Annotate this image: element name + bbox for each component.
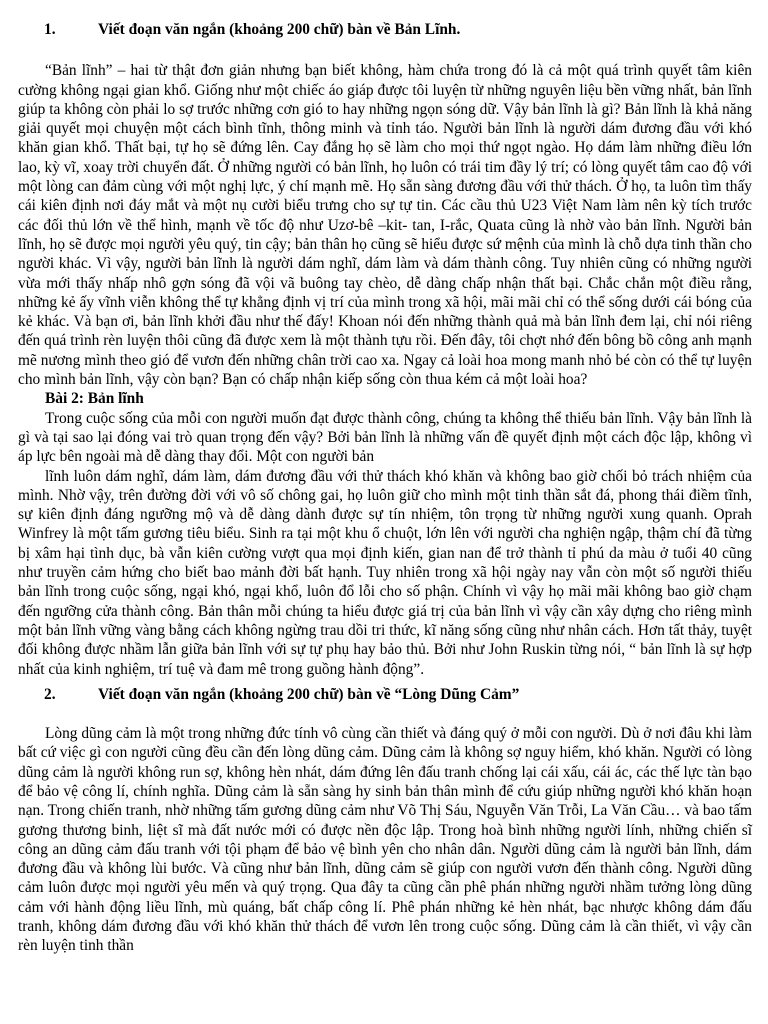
section-1-title: Viết đoạn văn ngắn (khoảng 200 chữ) bàn về Bản Lĩnh. <box>98 21 461 38</box>
section-2-number: 2. <box>44 685 56 703</box>
bai-2-paragraph-1: Trong cuộc sống của mỗi con người muốn đạt được thành công, chúng ta không thể thiếu bản lĩnh. Vậy bản lĩnh là gì và tại sao lại đóng vai trò quan trọng đến vậy? Bởi bản lĩnh là những vấn đề quyết định một cách độc lập, không vì áp lực bên ngoài mà dễ dàng thay đổi. Một con người bản <box>18 409 752 466</box>
section-2-paragraph: Lòng dũng cảm là một trong những đức tính vô cùng cần thiết và đáng quý ở mỗi con người. Dù ở nơi đâu khi làm bất cứ việc gì con người cũng đều cần đến lòng dũng cảm. Dũng cảm là không sợ nguy hiểm, khó khăn. Người có lòng dũng cảm là người không run sợ, không hèn nhát, dám đứng lên đấu tranh chống lại cái xấu, cái ác, các thế lực tàn bạo để bảo vệ công lí, chính nghĩa. Dũng cảm là sẵn sàng hy sinh bản thân mình để cứu giúp những người khó khăn hoạn nạn. Trong chiến tranh, nhờ những tấm gương dũng cảm như Võ Thị Sáu, Nguyễn Văn Trỗi, La Văn Cầu… và bao tấm gương thương binh, liệt sĩ mà đất nước mới có được nền độc lập. Trong hoà bình những người lính, những chiến sĩ công an dũng cảm đấu tranh với tội phạm để bảo vệ bình yên cho nhân dân. Người dũng cảm là người bản lĩnh, dám đương đầu và không lùi bước. Và cũng như bản lĩnh, dũng cảm sẽ giúp con người vươn đến thành công. Người dũng cảm luôn được mọi người yêu mến và quý trọng. Qua đây ta cũng cần phê phán những người nhầm tưởng lòng dũng cảm với hành động liều lĩnh, mù quáng, bất chấp công lí. Phê phán những kẻ hèn nhát, bạc nhược không dám đấu tranh, không dám đương đầu với khó khăn thử thách để vươn lên trong cuộc sống. Dũng cảm là cần thiết, vì vậy cần rèn luyện tinh thần <box>18 725 752 955</box>
bai-2-title: Bài 2: Bản lĩnh <box>45 390 144 408</box>
section-2-title: Viết đoạn văn ngắn (khoảng 200 chữ) bàn về “Lòng Dũng Cảm” <box>98 685 520 703</box>
section-1-heading <box>18 20 752 39</box>
bai-2-paragraph-2: lĩnh luôn dám nghĩ, dám làm, dám đương đầu với thử thách khó khăn và không bao giờ chối bỏ trách nhiệm của mình. Nhờ vậy, trên đường đời với vô số chông gai, họ luôn giữ cho mình một tinh thần sắt đá, phong thái điềm tĩnh, sự kiên định đáng ngưỡng mộ và dễ dàng dành được sự tín nhiệm, tôn trọng từ những người xung quanh. Oprah Winfrey là một tấm gương tiêu biểu. Sinh ra tại một khu ổ chuột, lớn lên với người cha nghiện ngập, thậm chí đã từng bị xâm hại tình dục, bà vẫn kiên cường vượt qua mọi định kiến, gian nan để trở thành tỉ phú da màu ở tuổi 40 cũng như truyền cảm hứng cho biết bao mảnh đời bất hạnh. Tuy nhiên trong xã hội ngày nay vẫn còn một số người thiếu bản lĩnh trong cuộc sống, ngại khó, ngại khổ, luôn đổ lỗi cho số phận. Chính vì vậy họ mãi mãi không bao giờ chạm đến ngưỡng cửa thành công. Bản thân mỗi chúng ta hiểu được giá trị của bản lĩnh vì vậy cần xây dựng cho riêng mình một bản lĩnh vững vàng bằng cách không ngừng trau dồi tri thức, kĩ năng sống cũng như nhân cách. Hơn tất thảy, tuyệt đối không được nhầm lẫn giữa bản lĩnh với sự tự phụ hay bảo thủ. Bởi như John Ruskin từng nói, “ bản lĩnh là sự hợp nhất của kinh nghiệm, trí tuệ và đam mê trong guồng hành động”. <box>18 467 752 678</box>
document-page <box>18 20 752 956</box>
section-2-heading <box>18 685 752 704</box>
section-1-paragraph: “Bản lĩnh” – hai từ thật đơn giản nhưng bạn biết không, hàm chứa trong đó là cả một quá trình quyết tâm kiên cường không ngại gian khổ. Giống như một chiếc áo giáp được tôi luyện từ những nguyên liệu bền vững nhất, bản lĩnh giúp ta không còn phải lo sợ trước những cơn gió to hay những ngọn sóng dữ. Vậy bản lĩnh là gì? Bản lĩnh là khả năng giải quyết mọi chuyện một cách bình tĩnh, thông minh và tỉnh táo. Người bản lĩnh là người dám đương đầu với khó khăn gian khổ. Thất bại, tự họ sẽ đứng lên. Cay đắng họ sẽ làm cho mọi thứ ngọt ngào. Họ dám làm những điều lớn lao, kỳ vĩ, xoay trời chuyển đất. Ở những người có bản lĩnh, họ luôn có trái tim đầy lý trí; có lòng quyết tâm cao độ với một lòng can đảm cùng với một nghị lực, ý chí mạnh mẽ. Họ sẵn sàng đương đầu với thử thách. Ở họ, ta luôn tìm thấy cái kiên định nơi đáy mắt và một nụ cười biểu trưng cho sự tự tin. Các cầu thủ U23 Việt Nam làm nên kỳ tích trước các đối thủ lớn về thể hình, mạnh về tốc độ như Uzơ-bê –kit- tan, I-rắc, Quata cũng là nhờ vào bản lĩnh. Người bản lĩnh, họ sẽ được mọi người yêu quý, tin cậy; bản thân họ cũng sẽ hiểu được sứ mệnh của mình là chỗ dựa tinh thần cho người khác. Vì vậy, người bản lĩnh là người dám nghĩ, dám làm và dám thành công. Tuy nhiên cũng có những người vừa mới thấy nhấp nhô gợn sóng đã vội vã buông tay chèo, dễ dàng chấp nhận thất bại. Chắc chắn một điều rằng, những kẻ ấy vĩnh viễn không thể tự khẳng định vị trí của mình trong xã hội, mãi mãi chỉ có thể sống dưới cái bóng của kẻ khác. Và bạn ơi, bản lĩnh khởi đầu như thế đấy! Khoan nói đến những thành quả mà bản lĩnh đem lại, chỉ nói riêng đến quá trình rèn luyện thôi cũng đã được xem là một thành tựu rồi. Đến đây, tôi chợt nhớ đến bông bồ công anh mạnh mẽ nương mình theo gió để vươn đến những chân trời cao xa. Ngay cả loài hoa mong manh nhỏ bé còn có thể tự luyện cho mình bản lĩnh, vậy còn bạn? Bạn có chấp nhận kiếp sống còn thua kém cả một loài hoa? <box>18 62 752 389</box>
section-1-number: 1. <box>44 21 56 38</box>
